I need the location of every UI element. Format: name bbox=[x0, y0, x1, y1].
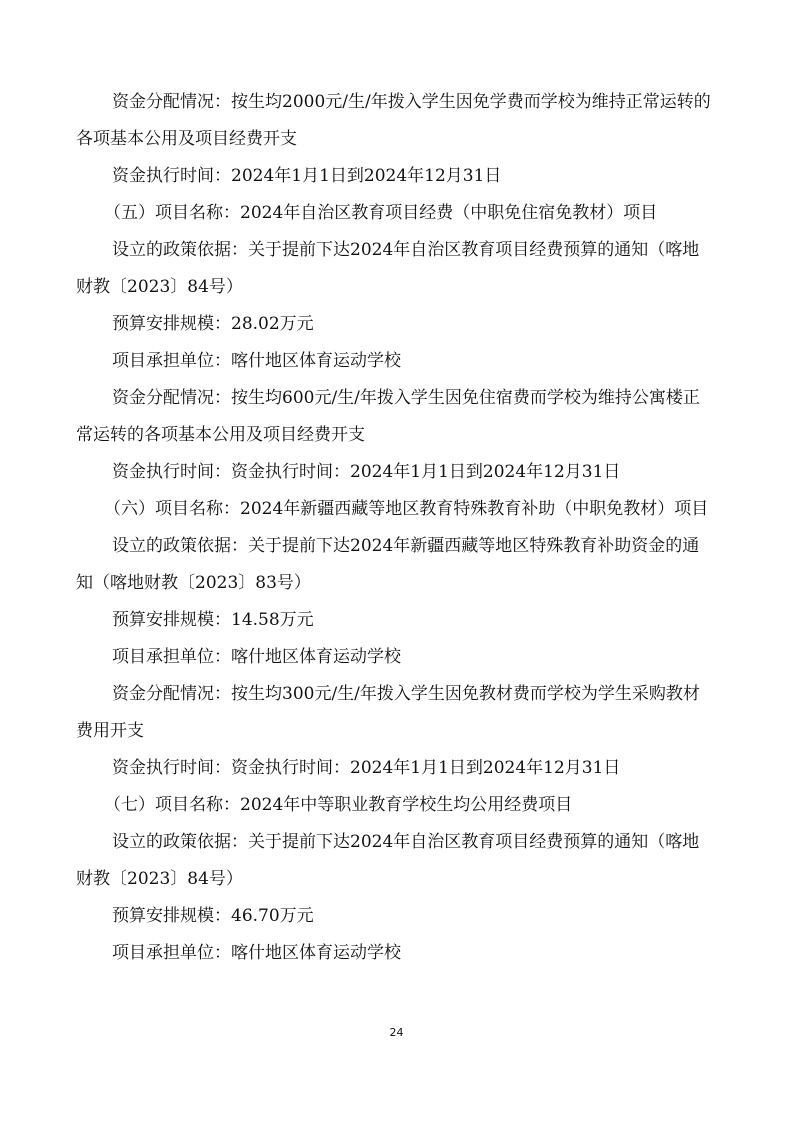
paragraph-budget-scale-6: 预算安排规模：14.58万元 bbox=[112, 610, 314, 630]
paragraph-fund-allocation-1: 资金分配情况：按生均2000元/生/年拨入学生因免学费而学校为维持正常运转的各项基本公用及项目经费开支 bbox=[76, 92, 711, 149]
paragraph-policy-basis-7: 设立的政策依据：关于提前下达2024年自治区教育项目经费预算的通知（喀地财教〔2023〕84号） bbox=[76, 832, 700, 889]
paragraph-undertaking-unit-7: 项目承担单位：喀什地区体育运动学校 bbox=[112, 943, 401, 963]
paragraph-undertaking-unit-5: 项目承担单位：喀什地区体育运动学校 bbox=[112, 351, 401, 371]
paragraph-undertaking-unit-6: 项目承担单位：喀什地区体育运动学校 bbox=[112, 647, 401, 667]
paragraph-project-name-5: （五）项目名称：2024年自治区教育项目经费（中职免住宿免教材）项目 bbox=[104, 203, 658, 223]
paragraph-budget-scale-7: 预算安排规模：46.70万元 bbox=[112, 906, 314, 926]
paragraph-policy-basis-5: 设立的政策依据：关于提前下达2024年自治区教育项目经费预算的通知（喀地财教〔2023〕84号） bbox=[76, 240, 700, 297]
document-body bbox=[76, 84, 716, 972]
paragraph-fund-allocation-5: 资金分配情况：按生均600元/生/年拨入学生因免住宿费而学校为维持公寓楼正常运转的各项基本公用及项目经费开支 bbox=[76, 388, 700, 445]
paragraph-execution-time-6: 资金执行时间：资金执行时间：2024年1月1日到2024年12月31日 bbox=[112, 758, 621, 778]
paragraph-project-name-7: （七）项目名称：2024年中等职业教育学校生均公用经费项目 bbox=[104, 795, 573, 815]
paragraph-project-name-6: （六）项目名称：2024年新疆西藏等地区教育特殊教育补助（中职免教材）项目 bbox=[104, 499, 709, 519]
paragraph-budget-scale-5: 预算安排规模：28.02万元 bbox=[112, 314, 314, 334]
paragraph-execution-time-5: 资金执行时间：资金执行时间：2024年1月1日到2024年12月31日 bbox=[112, 462, 621, 482]
page-number: 24 bbox=[389, 1026, 404, 1039]
paragraph-execution-time-1: 资金执行时间：2024年1月1日到2024年12月31日 bbox=[112, 166, 502, 186]
paragraph-policy-basis-6: 设立的政策依据：关于提前下达2024年新疆西藏等地区特殊教育补助资金的通知（喀地财教〔2023〕83号） bbox=[76, 536, 700, 593]
paragraph-fund-allocation-6: 资金分配情况：按生均300元/生/年拨入学生因免教材费而学校为学生采购教材费用开支 bbox=[76, 684, 700, 741]
